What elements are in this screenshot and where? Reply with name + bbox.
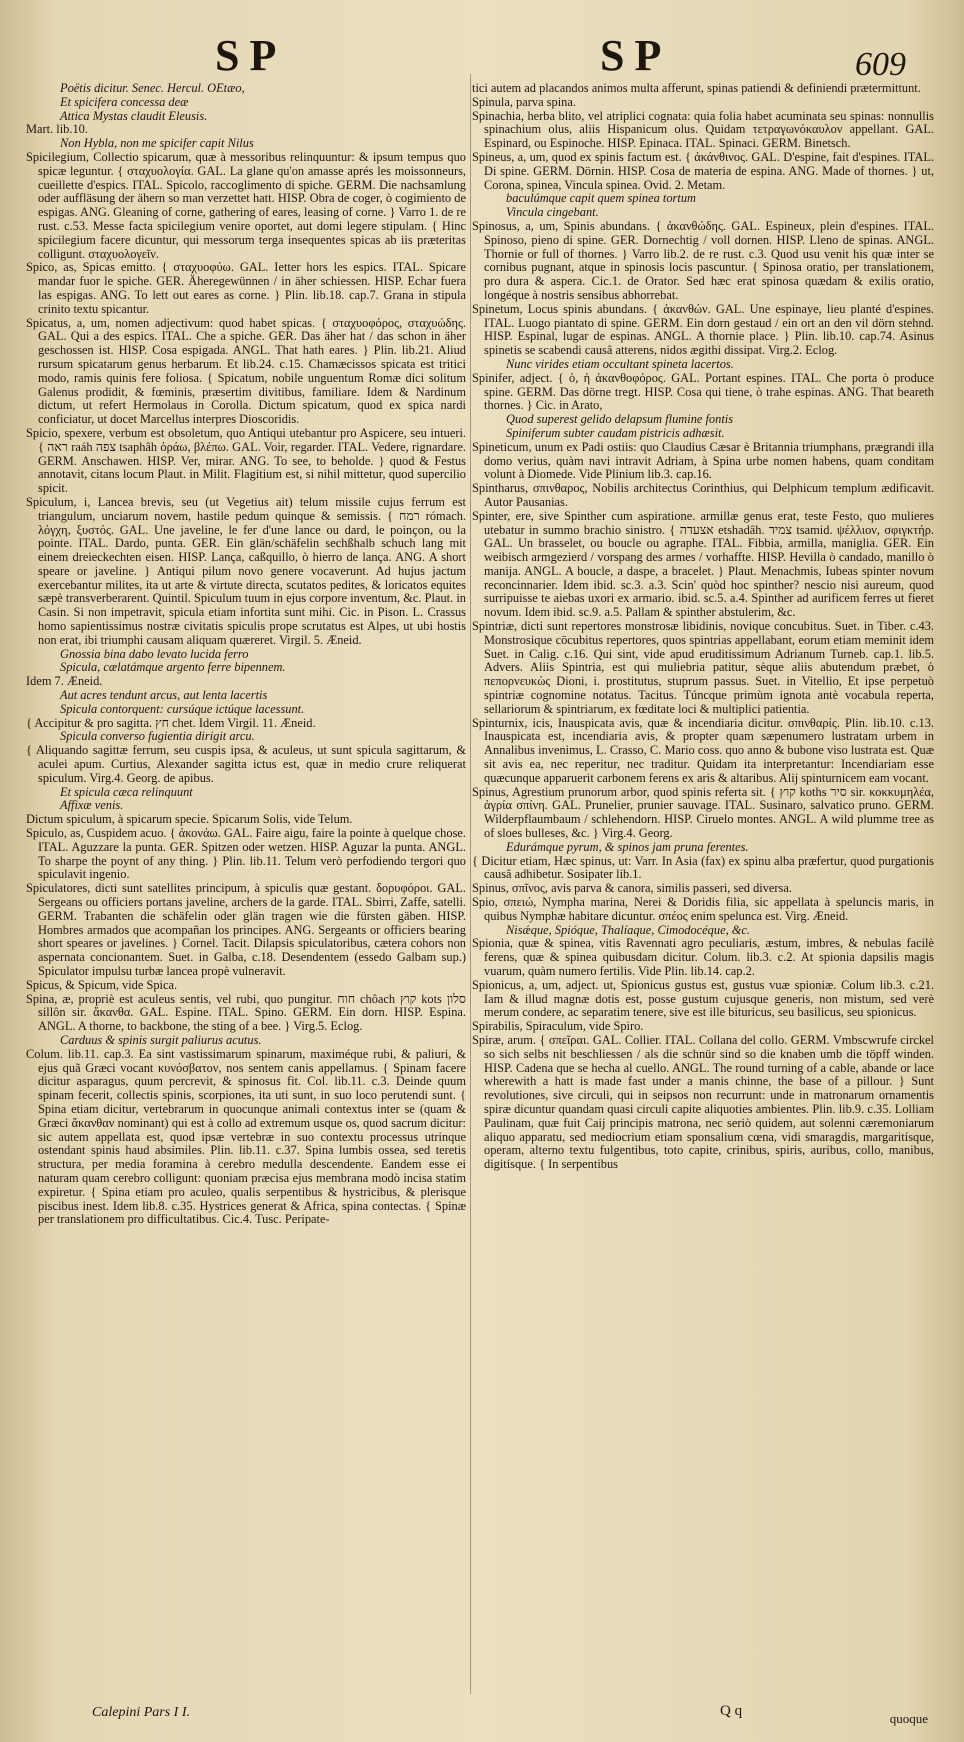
page-number: 609 (855, 46, 906, 83)
verse-line: Spicula converso fugientia dirigit arcu. (60, 729, 255, 744)
dictionary-entry: Spintharus, σπινθαρος, Nobilis architectus Corinthius, qui Delphicum templum ædificavit. Autor Pausanias. (472, 481, 934, 509)
verse-line: Attica Mystas claudit Eleusis. (60, 108, 208, 123)
right-column (472, 82, 934, 1172)
verse-line: baculúmque capit quem spinea tortum (506, 191, 696, 206)
dictionary-entry: Idem 7. Æneid. (26, 674, 103, 689)
verse-line: Nisǽque, Spióque, Thalíaque, Cimodocéque, &c. (506, 922, 751, 937)
verse-line: Non Hybla, non me spicifer capit Nilus (60, 136, 254, 151)
dictionary-entry: Spiculum, i, Lancea brevis, seu (ut Vegetius ait) telum missile cujus ferrum est triangulum, unciarum novem, hastile pedum quinque & semissis. { רמח rómach. λόγχη, ξυστός. GAL. Une javeline, le fer d'une lance ou dard, le poinçon, ou la pointe. ITAL. Dardo, punta. GER. Ein glän/schäfelin sechßhalb schuch lang mit einem dreieckechten eisen. HISP. Lança, caßquillo, ò hierro de lança. ANG. A short speare or javeline. } Antiqui pilum novo genere vocaverunt. Ad hujus jactum exercebantur milites, ita ut arte & virtute directa, scutatos pedites, & loricatos equites sæpè transverberarent. Quintil. Spiculum tuum in ejus corpore inventum, &c. Plaut. in Casin. Si non impetravit, spicula etiam infortita sunt mihi. Cic. in Pison. L. Crassus homo sapientissimus nostræ civitatis spiculis prope scrutatus est Alpes, ut ubi hostis non erat, ibi triumphi causam aliquam quæreret. Virgil. 5. Æneid. (26, 494, 466, 647)
dictionary-entry: Spicus, & Spicum, vide Spica. (26, 977, 178, 992)
dictionary-entry: Spinula, parva spina. (472, 94, 576, 109)
dictionary-entry: Spinifer, adject. { ὁ, ἡ ἀκανθοφόρος. GAL. Portant espines. ITAL. Che porta ò produce spine. GERM. Das dörne tregt. HISP. Cosa qui tiene, ò trahe espinas. ANG. That beareth thornes. } Cic. in Arato, (472, 370, 934, 413)
dictionary-entry: Spionicus, a, um, adject. ut, Spionicus gustus est, gustus vuæ spioniæ. Colum lib.3. c.21. Iam & illud magnæ dotis est, posse gustum cujusque generis, non mistum, sed verè merum condere, ac separatim tenere, sive est ille bituricus, seu basilicus, seu spionicus. (472, 977, 934, 1020)
dictionary-entry: Spinetum, Locus spinis abundans. { ἀκανθών. GAL. Une espinaye, lieu planté d'espines. ITAL. Luogo piantato di spine. GERM. Ein dorn gestaud / ein ort an den vil dörn stehnd. HISP. Espinal, lugar de espinas. ANGL. A thornie place. } Plin. lib.10. cap.74. Asinus spinetis se scabendi causâ atterens, nidos ægithi dissipat. Virg.2. Eclog. (472, 301, 934, 358)
dictionary-entry: Spineticum, unum ex Padi ostiis: quo Claudius Cæsar è Britannia triumphans, prægrandi illa domo verius, quàm navi intravit Adriam, à Spina urbe nomen habens, quam conditam volunt à Diomede. Vide Plinium lib.3. cap.16. (472, 439, 934, 482)
dictionary-entry: Spineus, a, um, quod ex spinis factum est. { ἀκάνθινος. GAL. D'espine, fait d'espines. ITAL. Di spine. GERM. Dörnin. HISP. Cosa de materia de espina. ANG. Made of thornes. } ut, Corona, spinea, Vincula spinea. Ovid. 2. Metam. (472, 149, 934, 192)
dictionary-entry: Spicilegium, Collectio spicarum, quæ à messoribus relinquuntur: & ipsum tempus quo spicæ leguntur. { σταχυολογία. GAL. La glane qu'on amasse aprés les moissonneurs, cueillette d'espics. ITAL. Spicolo, raccoglimento di spiche. GERM. Die nachsamlung oder auffläsung der ähern so man verzettet hatt. HISP. Obra de coger, ò cogimiento de espigas. ANG. Gleaning of corne, gathering of eares, leasing of corne. } Varro 1. de re rust. c.53. Messe facta spicilegium venire oportet, aut domi legere stipulam. { Hinc spicilegium facere dicuntur, qui messorum terga insequentes spicas ab iis præteritas colligunt. σταχυολογεῖν. (26, 149, 466, 261)
dictionary-entry: Spionia, quæ & spinea, vitis Ravennati agro peculiaris, æstum, imbres, & nebulas facilè ferens, quæ & spinea quibusdam dicitur. Colum. lib.3. c.2. At spionia dapsilis magis vuarum, quàm numero fertilis. Vide Plin. lib.14. cap.2. (472, 936, 934, 978)
verse-line: Spiniferum subter caudam pistricis adhæsit. (506, 425, 725, 440)
verse-line: Vincula cingebant. (506, 205, 599, 220)
dictionary-entry: Spinus, Agrestium prunorum arbor, quod spinis referta sit. { קוץ koths סיר sir. κοκκυμηλέα, ἀγρία σπίνη. GAL. Prunelier, prunier sauvage. ITAL. Susinaro, salvatico pruno. GERM. Wilderpflaumbaum / schlehendorn. HISP. Ciruelo montes. ANGL. A wild plumme tree as of sloes bulleses, &c. } Virg.4. Georg. (472, 784, 934, 841)
dictionary-entry: Spiræ, arum. { σπεῖραι. GAL. Collier. ITAL. Collana del collo. GERM. Vmbscwrufe circkel so sich selbs nit beschliessen / als die schnür sind so die knaben umb die töpff winden. HISP. Cadena que se hecha al cuello. ANGL. The round turning of a cable, abande or lace wherewith a hatt is made fast under a manis chinne, the base of a pillour. } Sunt revolutiones, sive circuli, qui in seipsos non recurrunt: unde in matronarum ornamentis spiræ dicuntur quandam quasi circuli capite aliquoties ambientes. Plin. lib.9. c.35. Lolliam Paulinam, quæ fuit Caij principis matrona, nec seriò quidem, aut solenni cæremoniarum aliquo apparatu, sed mediocrium etiam sponsalium cœna, vidi smaragdis, margaritísque, operam, alterno textu fulgentibus, toto capite, crinibus, spiris, auribus, collo, manibus, digitísque. { In serpentibus (472, 1032, 934, 1172)
dictionary-entry: Spicatus, a, um, nomen adjectivum: quod habet spicas. { σταχυοφόρος, σταχυώδης. GAL. Qui a des espics. ITAL. Che a spiche. GER. Das äher hat / das schon in äher geschossen ist. HISP. Cosa espigada. ANGL. That hath eares. } Plin. lib.21. Aliud rursum spicatarum genus herbarum. Et lib.24. c.15. Chamæcissos spicata est tritici modo, ramis quinis fere foliosa. { Spicatum, nobile unguentum Romæ dici solitum Galenus prodidit, & fœminis, præsertim divitibus, familiare. Idem & Nardinum dictum, ut refert Hermolaus in Corolla. Dictum spicatum, quod ex spica nardi conficiatur, ut docet Marcellus interpres Dioscoridis. (26, 315, 466, 427)
dictionary-entry: { Accipitur & pro sagitta. חץ chet. Idem Virgil. 11. Æneid. (26, 715, 316, 730)
dictionary-entry: Spiculatores, dicti sunt satellites principum, à spiculis quæ gestant. δορυφόροι. GAL. Sergeans ou officiers portans javeline, archers de la garde. ITAL. Sbirri, Zaffe, satelli. GERM. Trabanten die schäfelin oder glän tragen wie die fürsten gäben. HISP. Hombres armados que acompañan los principes. ANG. Sergeants or officiers bearing short speares or javelines. } Cornel. Tacit. Dilapsis spiculatoribus, cætera cohors non aspernata concionantem. Suet. in Galba, c.18. Desendentem (essedo Galbam sup.) Spiculator impulsu turbæ lancea propè vulneravit. (26, 881, 466, 978)
dictionary-entry: Spina, æ, propriè est aculeus sentis, vel rubi, quo pungitur. חוח chôach קוץ kots סלון sillôn sir. ἄκανθα. GAL. Espine. ITAL. Spino. GERM. Ein dorn. HISP. Espina. ANGL. A thorne, to backbone, the sting of a bee. } Virg.5. Eclog. (26, 991, 466, 1034)
verse-line: Nunc virides etiam occultant spineta lacertos. (506, 356, 734, 371)
dictionary-entry: Mart. lib.10. (26, 122, 88, 137)
verse-line: Affixæ venis. (60, 798, 124, 813)
verse-line: Quod superest gelido delapsum flumine fontis (506, 412, 734, 427)
dictionary-entry: Spintriæ, dicti sunt repertores monstrosæ libidinis, novique concubitus. Suet. in Tiber. c.43. Monstrosique cōcubitus repertores, quos spintrias appellabant, eorum etiam meminit idem Suet. in Calig. c.16. Qui sint, vide apud eruditissimum Adrianum Turneb. cap.1. lib.5. Advers. Aliis Spintria, est qui muliebria patitur, sèque aliis abutendum præbet, ὁ πεπορνευκὼς Dioni, i. prostitutus, stuprum passus. Suet. in Vitellio, Et ipse perpetuò spintriæ cognomine notatus. Tacitus. Túncque primùm ignota antè vocabula reperta, sellariorum & spintriarum, ex fœditate loci & multiplici patientia. (472, 619, 934, 716)
verse-line: Aut acres tendunt arcus, aut lenta lacertis (60, 688, 268, 703)
dictionary-entry: Spinter, ere, sive Spinther cum aspiratione. armillæ genus erat, teste Festo, quo mulieres utebatur in summo brachio sinistro. { אצעדה etshadâh. צמיד tsamid. ψέλλιον, σφιγκτήρ. GAL. Un brasselet, ou boucle ou agraphe. ITAL. Fibbia, armilla, maniglia. GER. Ein weibisch armgezierd / vorspang des armes / vorhaffte. HISP. Hevilla ò candado, manillo ò manija. ANGL. A boucle, a daspe, a bracelet. } Plaut. Menachmis, Iubeas spinter novum reconcinnarier. Idem ibid. sc.3. a.3. Scin' quòd hoc spinther? nescio nisi aureum, quod surripuisse te aiebas uxori ex armario. ibid. sc.5. a.4. Spinther ad aurificem ferres ut fieret novum. Idem ibid. sc.9. a.5. Pallam & spinther abstulerim, &c. (472, 508, 934, 620)
dictionary-entry: Dictum spiculum, à spicarum specie. Spicarum Solis, vide Telum. (26, 812, 353, 827)
verse-line: Edurámque pyrum, & spinos jam pruna ferentes. (506, 839, 749, 854)
signature-mark: Q q (720, 1703, 743, 1719)
dictionary-entry: tici autem ad placandos animos multa afferunt, spinas patiendi & definiendi prætermittunt. (472, 81, 921, 95)
column-divider (470, 74, 471, 1694)
verse-line: Spicula contorquent: cursúque ictúque lacessunt. (60, 701, 305, 716)
verse-line: Et spicifera concessa deæ (60, 94, 189, 109)
verse-line: Et spicula cæca relinquunt (60, 784, 193, 799)
running-head-left: SP (215, 31, 287, 80)
dictionary-entry: Spinturnix, icis, Inauspicata avis, quæ & incendiaria dicitur. σπινθαρίς. Plin. lib.10. c.13. Inauspicata est, incendiaria avis, & propter quam sæpenumero lustratam urbem in Annalibus invenimus, L. Crasso, C. Mario coss. quo anno & bubone viso lustrata est. Quæ sit avis ea, nec reperitur, nec traditur. Quidam ita interpretantur: Incendiariam esse quæcunque apparuerit carbonem ferens ex aris & altaribus. Alij spinturnicem eam vocant. (472, 715, 934, 785)
dictionary-entry: Spinosus, a, um, Spinis abundans. { ἀκανθώδης. GAL. Espineux, plein d'espines. ITAL. Spinoso, pieno di spine. GER. Dornechtig / voll dornen. HISP. Lleno de spinas. ANGL. Thornie or full of thornes. } Varro lib.2. de re rust. c.3. Quod usu venit his quæ inter se cornibus pugnant, atque in spinosis locis pascuntur. { Spinosa oratio, per translationem, pro dura & aspera. Cic.1. de Orator. Sed hæc erat spinosa quædam & exilis oratio, longéque à nostris sensibus abhorrebat. (472, 218, 934, 302)
verse-line: Carduus & spinis surgit paliurus acutus. (60, 1032, 262, 1047)
dictionary-entry: Spico, as, Spicas emitto. { σταχυοφύω. GAL. Ietter hors les espics. ITAL. Spicare mandar fuor le spiche. GER. Äheregewünnen / in äher schiessen. HISP. Echar fuera las espigas. ANG. To lett out eares as corne. } Plin. lib.18. cap.7. Grana in stipula crinito textu spicantur. (26, 260, 466, 316)
catchword: quoque (889, 1711, 928, 1726)
dictionary-entry: Spiculo, as, Cuspidem acuo. { ἀκονάω. GAL. Faire aigu, faire la pointe à quelque chose. ITAL. Aguzzare la punta. GER. Spitzen oder wetzen. HISP. Aguzar la punta. ANGL. To sharpe the poynt of any thing. } Plin. lib.11. Telum verò perfodiendo tergori quo spiculavit ingenio. (26, 826, 466, 882)
dictionary-entry: Colum. lib.11. cap.3. Ea sint vastissimarum spinarum, maximéque rubi, & paliuri, & ejus quã Græci vocant κυνόσβατον, nos sentem canis appellamus. { Spinam facere dicitur asparagus, quum percrevit, & spinosus fit. Col. lib.11. c.3. Deinde quum spinam fecerit, collectis spinis, scorpiones, ita uti sunt, in suo loco perutendi sunt. { Spina etiam dicitur, vertebrarum in quocunque animali contextus inter se (quam & Græci ἄκανθαν nominant) qui est à collo ad extremum usque os, quod sacrum dicitur: sic autem appellata est, quod ipsæ vertebræ in suo contextu processus utrinque ostendant spinis haud absimiles. Plin. lib.11. c.37. Spina lumbis ossea, sed teretis structura, per media foramina à cerebro medulla descendente. Eandem esse ei naturam quam cerebro colligunt: quoniam præcisa ejus membrana modò incisa statim expiretur. { Spina etiam pro aculeo, qualis serpentibus & hystricibus, & plerisque piscibus inest. Idem lib.8. c.35. Hystrices generat & Africa, spina contectas. { Spinæ per translationem pro difficultatibus. Cic.4. Tusc. Peripate- (26, 1046, 466, 1227)
dictionary-entry: Spicio, spexere, verbum est obsoletum, quo Antiqui utebantur pro Aspicere, seu intueri. { ראה raáh צפה tsaphâh ὁράω, βλέπω. GAL. Voir, regarder. ITAL. Vedere, rignardare. GERM. Anschawen. HISP. Ver, mirar. ANG. To see, to beholde. } quod & Festus annotavit, citans locum Plaut. in Milit. Flagitium est, si nihil mittetur, quod supercilio spicit. (26, 425, 466, 496)
verse-line: Gnossia bina dabo levato lucida ferro (60, 646, 249, 661)
verse-line: Spicula, cælatámque argento ferre bipennem. (60, 660, 286, 675)
book-title-footer: Calepini Pars I I. (92, 1705, 190, 1720)
dictionary-entry: Spirabilis, Spiraculum, vide Spiro. (472, 1019, 644, 1034)
left-column (26, 82, 466, 1227)
dictionary-entry: Spinus, σπῖνος, avis parva & canora, similis passeri, sed diversa. (472, 881, 792, 896)
dictionary-entry: Spinachia, herba blito, vel atriplici cognata: quia folia habet acuminata seu spinas: nonnullis spinachium olus, aliis Hispanicum olus. Quidam τετραγωνόκαυλον appellant. GAL. Espinard, ou Espinoche. HISP. Epinaca. ITAL. Spinaci. GERM. Binetsch. (472, 108, 934, 151)
running-head-right: SP (600, 31, 672, 80)
dictionary-entry: { Dicitur etiam, Hæc spinus, ut: Varr. In Asia (fax) ex spinu alba præfertur, quod purgationis causâ adhibetur. Sosipater lib.1. (472, 853, 934, 882)
dictionary-entry: Spio, σπειώ, Nympha marina, Nerei & Doridis filia, sic appellata à speluncis maris, in quibus Nymphæ habitare dicuntur. σπέος enim spelunca est. Virg. Æneid. (472, 895, 934, 923)
dictionary-entry: { Aliquando sagittæ ferrum, seu cuspis ipsa, & aculeus, ut sunt spicula sagittarum, & aculei apum. Curtius, Alexander sagitta ictus est, quæ in medio crure reliquerat spiculum. Virg.4. Georg. de apibus. (26, 743, 466, 785)
verse-line: Poëtis dicitur. Senec. Hercul. OEtæo, (60, 81, 245, 95)
